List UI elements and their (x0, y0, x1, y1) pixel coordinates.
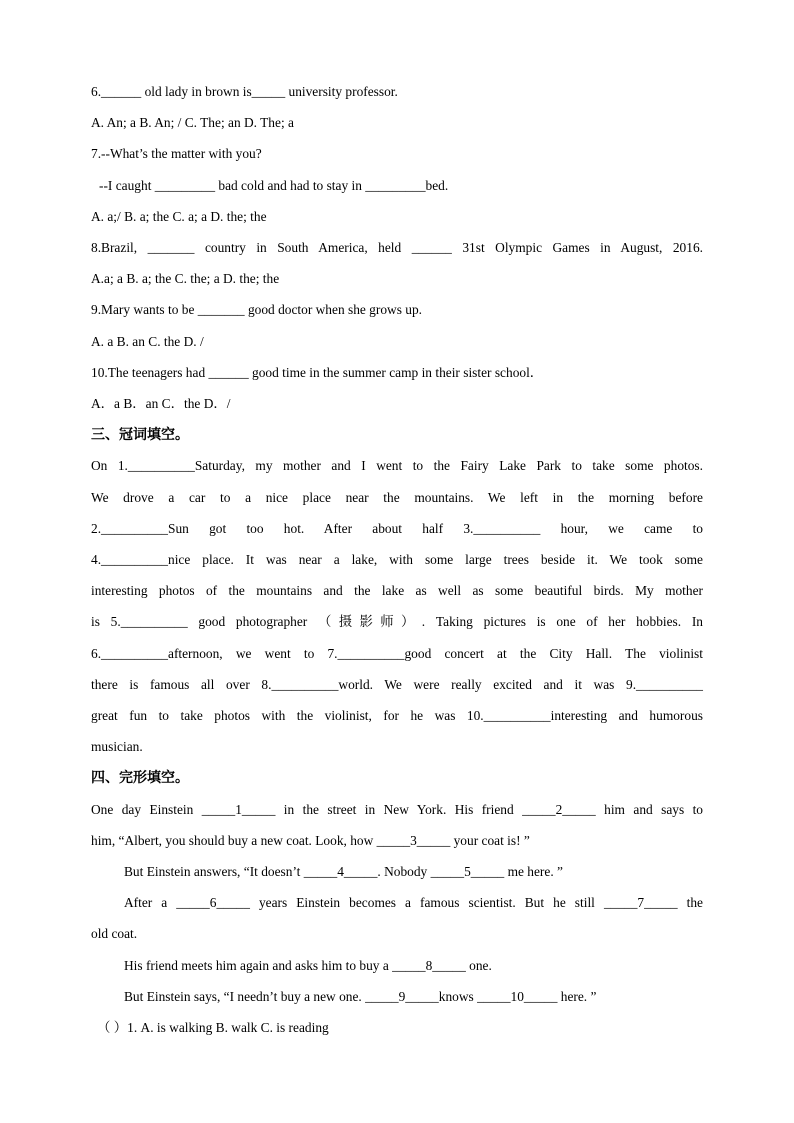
section-3-line: On 1.__________Saturday, my mother and I went to the Fairy Lake Park to take some photos. (91, 458, 703, 473)
question-6-options: A. An; a B. An; / C. The; an D. The; a (91, 115, 294, 130)
section-3-line: We drove a car to a nice place near the mountains. We left in the morning before (91, 490, 703, 505)
section-3-line: great fun to take photos with the violinist, for he was 10.__________interesting and humorous (91, 708, 703, 723)
section-4-line: But Einstein says, “I needn’t buy a new one. _____9_____knows _____10_____ here. ” (124, 989, 597, 1004)
section-4-line: One day Einstein _____1_____ in the street in New York. His friend _____2_____ him and says to (91, 802, 703, 817)
section-3-line: is 5.__________ good photographer （摄影师）. Taking pictures is one of her hobbies. In (91, 614, 703, 629)
section-3-line: 6.__________afternoon, we went to 7.__________good concert at the City Hall. The violinist (91, 646, 703, 661)
section-3-line: musician. (91, 739, 143, 754)
section-4-line: old coat. (91, 926, 138, 941)
section-3-line: there is famous all over 8.__________world. We were really excited and it was 9.__________ (91, 677, 703, 692)
section-4-line: After a _____6_____ years Einstein becomes a famous scientist. But he still _____7_____ the (124, 895, 703, 910)
question-10-stem: 10.The teenagers had ______ good time in the summer camp in their sister school． (91, 365, 544, 380)
question-7-stem: 7.--What’s the matter with you? (91, 146, 262, 161)
section-4-line: But Einstein answers, “It doesn’t _____4_____. Nobody _____5_____ me here. ” (124, 864, 563, 879)
question-6-stem: 6.______ old lady in brown is_____ university professor. (91, 84, 398, 99)
section-4-line: him, “Albert, you should buy a new coat. Look, how _____3_____ your coat is! ” (91, 833, 530, 848)
question-7-options: A. a;/ B. a; the C. a; a D. the; the (91, 209, 267, 224)
section-4-heading: 四、完形填空。 (91, 770, 189, 786)
section-3-line: interesting photos of the mountains and the lake as well as some beautiful birds. My mother (91, 583, 703, 598)
section-3-line: 2.__________Sun got too hot. After about half 3.__________ hour, we came to (91, 521, 703, 536)
question-8-stem: 8.Brazil, _______ country in South America, held ______ 31st Olympic Games in August, 2016. (91, 240, 703, 255)
question-7-answer-line: --I caught _________ bad cold and had to stay in _________bed. (99, 178, 449, 193)
section-3-heading: 三、冠词填空。 (91, 427, 189, 443)
question-8-options: A.a; a B. a; the C. the; a D. the; the (91, 271, 280, 286)
section-4-line: His friend meets him again and asks him to buy a _____8_____ one. (124, 958, 492, 973)
question-9-stem: 9.Mary wants to be _______ good doctor when she grows up. (91, 302, 422, 317)
section-3-line: 4.__________nice place. It was near a lake, with some large trees beside it. We took some (91, 552, 703, 567)
question-10-options: A．a B．an C．the D．/ (91, 396, 231, 411)
question-9-options: A. a B. an C. the D. / (91, 334, 204, 349)
question-1-options: （ ）1. A. is walking B. walk C. is reading (97, 1020, 329, 1035)
